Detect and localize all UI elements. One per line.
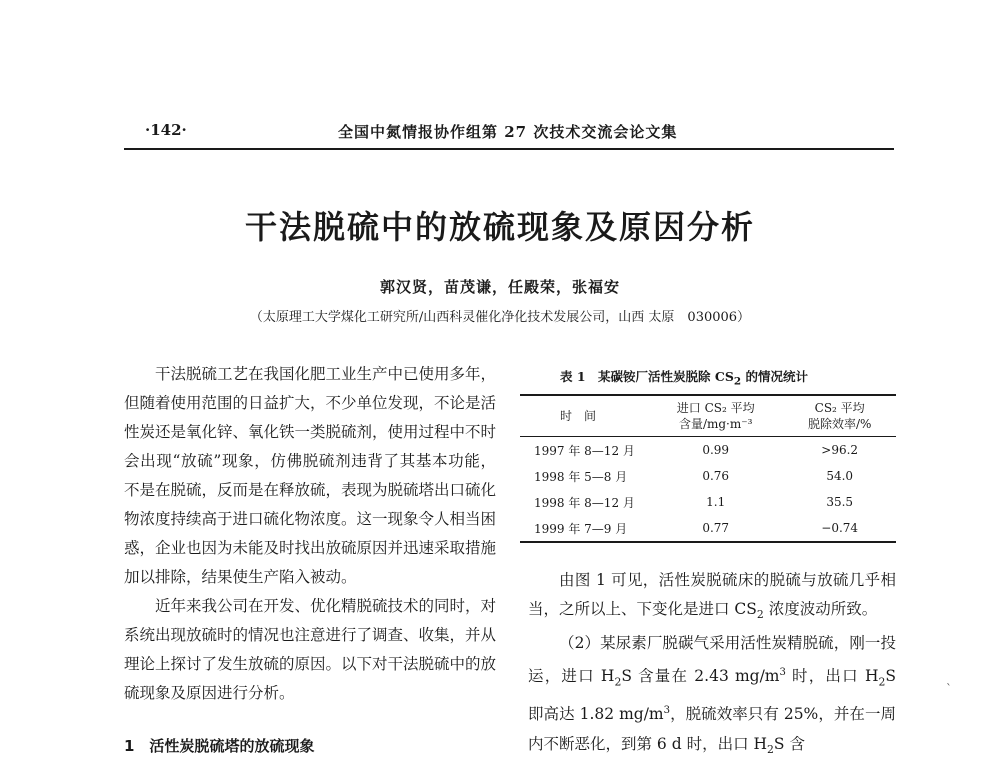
body-paragraph: 由图 1 可见，活性炭脱硫床的脱硫与放硫几乎相当，之所以上、下变化是进口 $CS_2$ 浓度波动所致。 — [528, 571, 896, 622]
cell-period: 1998 年 8—12 月 — [534, 495, 635, 510]
running-header: 全国中氮情报协作组第 27 次技术交流会论文集 — [338, 123, 678, 141]
table-header-row — [520, 395, 896, 437]
cell-efficiency: 35.5 — [826, 495, 854, 509]
cell-period: 1997 年 8—12 月 — [534, 443, 635, 458]
cell-efficiency: >96.2 — [821, 443, 859, 457]
table-row — [520, 489, 896, 515]
table-row — [520, 515, 896, 542]
author-affiliation: （太原理工大学煤化工研究所/山西科灵催化净化技术发展公司，山西 太原 030006） — [249, 310, 751, 325]
author-list: 郭汉贤，苗茂谦，任殿荣，张福安 — [379, 278, 620, 296]
cell-inlet: 0.77 — [702, 521, 730, 535]
data-table — [520, 394, 896, 543]
right-column — [528, 566, 896, 764]
cell-efficiency: 54.0 — [826, 469, 854, 483]
section-heading: 1 活性炭脱硫塔的放硫现象 — [124, 737, 315, 755]
cell-period: 1999 年 7—9 月 — [534, 521, 628, 536]
paper-title: 干法脱硫中的放硫现象及原因分析 — [244, 208, 755, 246]
body-paragraph: （2）某尿素厂脱碳气采用活性炭精脱硫，刚一投运，进口 $H_2S$ 含量在 2.43 $mg/m^3$ 时，出口 $H_2S$ 即高达 1.82 $mg/m^3$，脱硫效率只有 25%，并在一周内不断恶化，到第 6 d 时，出口 $H_2S$ 含 — [528, 634, 897, 756]
table-caption: 表 1 某碳铵厂活性炭脱除 $CS_2$ 的情况统计 — [560, 369, 808, 388]
cell-inlet: 0.99 — [702, 443, 730, 457]
body-paragraph: 干法脱硫工艺在我国化肥工业生产中已使用多年，但随着使用范围的日益扩大，不少单位发现，不论是活性炭还是氧化锌、氧化铁一类脱硫剂，使用过程中不时会出现“放硫”现象，仿佛脱硫剂违背了其基本功能，不是在脱硫，反而是在释放硫，表现为脱硫塔出口硫化物浓度持续高于进口硫化物浓度。这一现象令人相当困惑，企业也因为未能及时找出放硫原因并迅速采取措施加以排除，结果使生产陷入被动。 — [124, 365, 497, 586]
cell-inlet: 1.1 — [706, 495, 726, 509]
table-row — [520, 437, 896, 464]
body-paragraph: 近年来我公司在开发、优化精脱硫技术的同时，对系统出现放硫时的情况也注意进行了调查、收集，并从理论上探讨了发生放硫的原因。以下对干法脱硫中的放硫现象及原因进行分析。 — [124, 597, 497, 702]
cell-inlet: 0.76 — [702, 469, 730, 483]
cell-period: 1998 年 5—8 月 — [534, 469, 628, 484]
header-time: 时间 — [559, 409, 608, 423]
scan-mark: ` — [946, 682, 952, 696]
page-number: ·142· — [145, 121, 187, 139]
header-inlet: 进口 CS₂ 平均 含量/mg·m⁻³ — [676, 401, 755, 431]
table-row — [520, 463, 896, 489]
header-efficiency: CS₂ 平均 脱除效率/% — [807, 401, 872, 431]
header-rule — [124, 148, 894, 150]
cell-efficiency: −0.74 — [821, 521, 859, 535]
left-column — [124, 360, 496, 708]
